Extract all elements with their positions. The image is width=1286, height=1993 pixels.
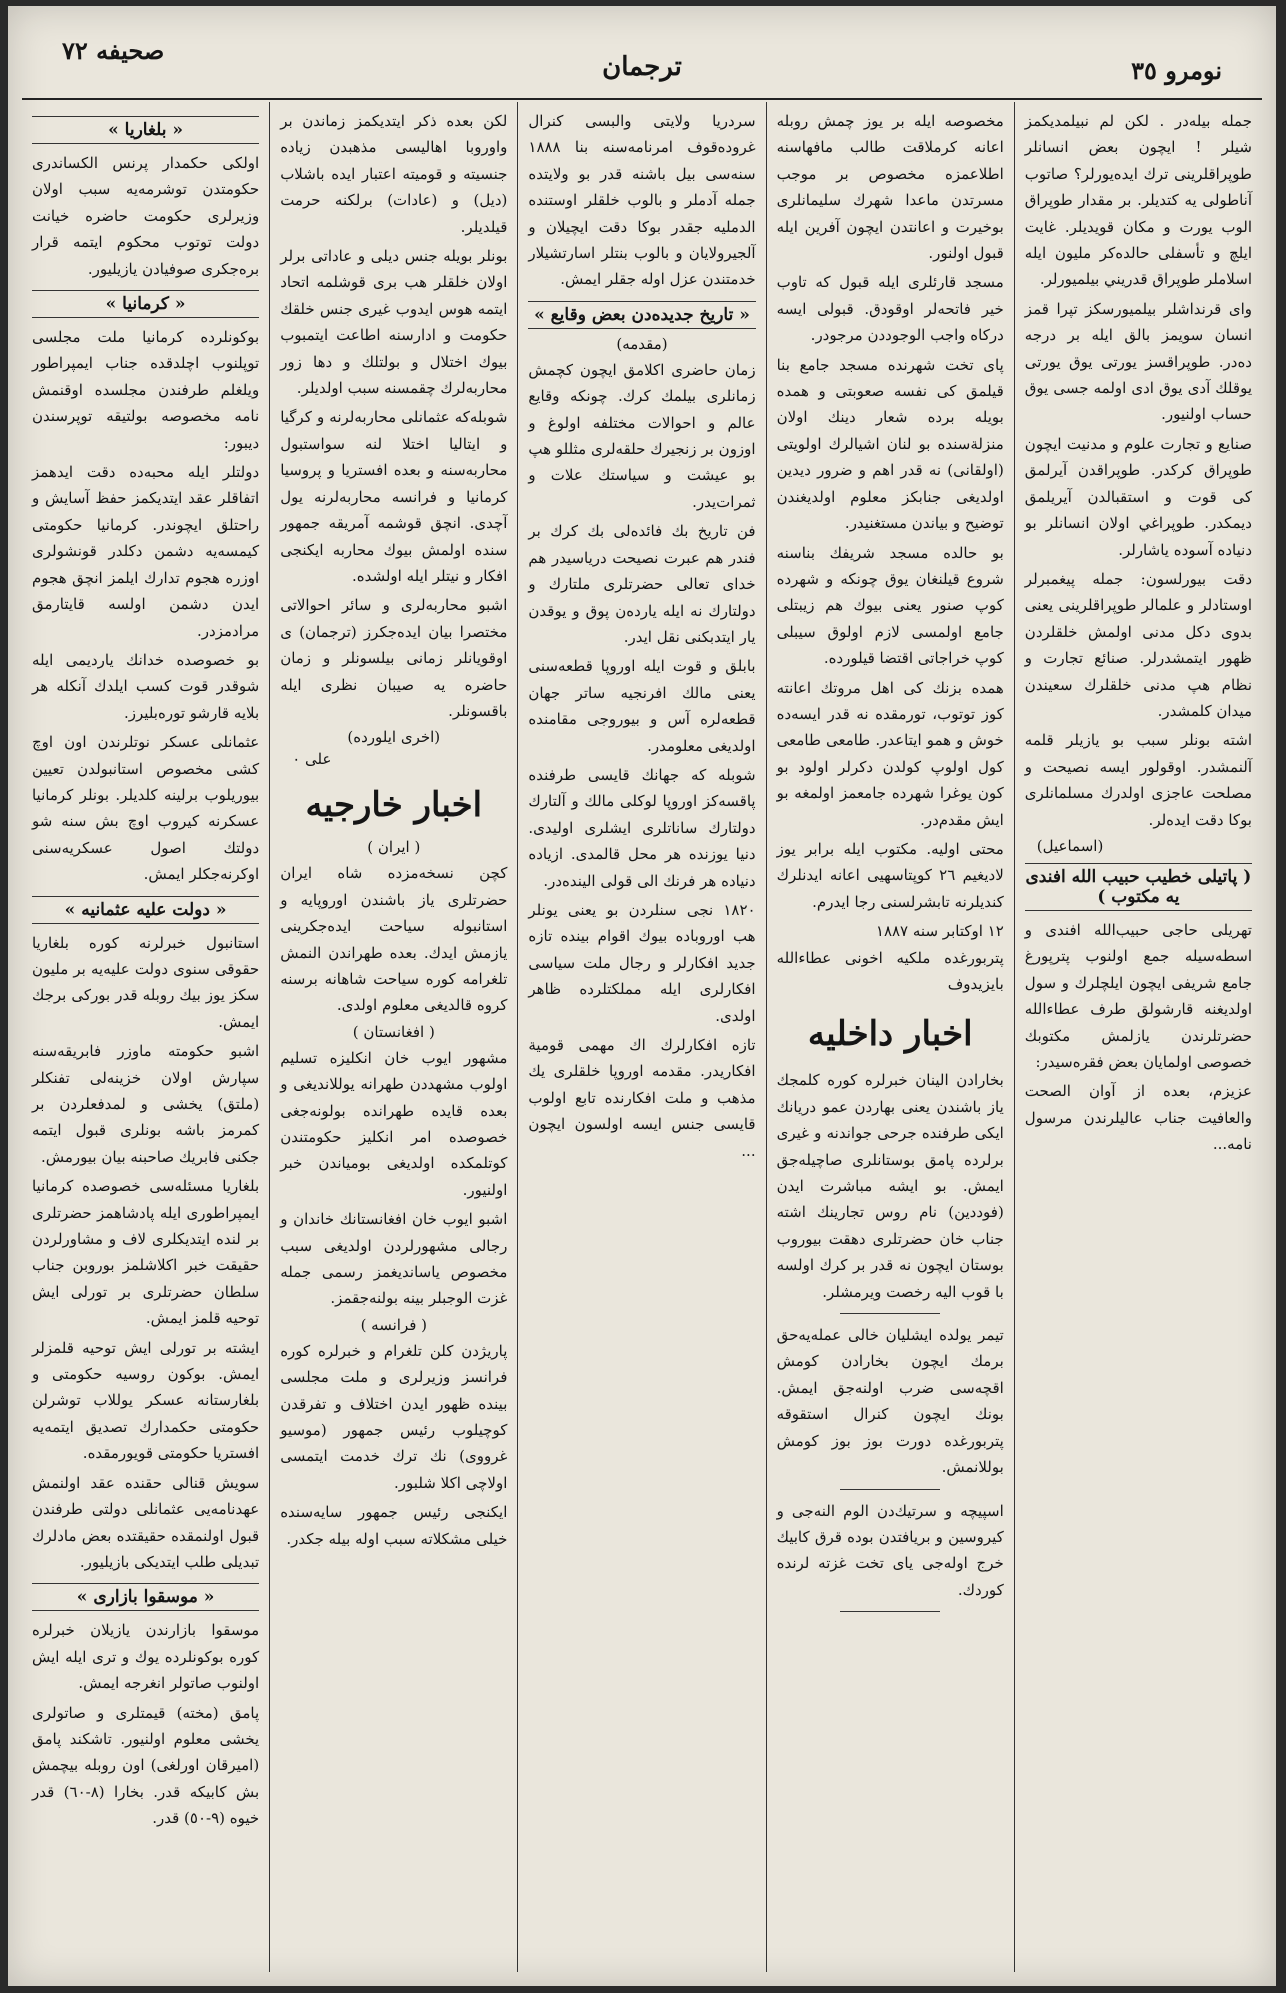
article-paragraph: سردريا ولايتى والبسى كنرال غروده‌قوف امرنامه‌سنه بنا ١٨٨٨ سنه‌سى بيل باشنه قدر بو ولايتده جمله آدملر و بالوب خلقلر اوستنده الدمليه جقدر بوكا دقت ايچيلان و آلجيرولايان و بالوب بنتلر اسارتشيلار خدمتندن عزل اوله جقلر ايمش. xyxy=(528,112,756,289)
section-heading: « كرمانيا » xyxy=(32,290,259,318)
signature: على ٠ xyxy=(292,750,332,769)
section-title: اخبار داخليه xyxy=(807,1014,973,1055)
article-paragraph: تهريلى حاجى حبيب‌الله افندى و اسطه‌سيله جمع اولنوب پترپورغ جامع شريفى ايچون ايلچلرك و سول اولديغنه قارشولق طرف عطاءالله حضرتلرندن يازلمش مكتوبك خصوصى اولمايان بعض فقره‌سيدر: xyxy=(1024,920,1252,1071)
section-subtitle: ( فرانسه ) xyxy=(360,1315,428,1334)
article-paragraph: بونلر بويله جنس ديلى و عاداتى برلر اولان خلقلر هب برى قوشلمه اتحاد ايتمه هوس ايدوب غيرى جنس خلقك حكومت و ادارسنه اطاعت ايتمبوب بيوك اختلال و بولتلك و دها زور محاربه‌لرك چقمسنه سبب اولديلر. xyxy=(280,247,508,398)
section-heading: « بلغاريا » xyxy=(32,116,259,144)
article-paragraph: عثمانلى عسكر نوتلرندن اون اوچ كشى مخصوص استانبولدن تعيين بيوريلوب برلينه كلديلر. بونلر كرمانيا عسكرنه كيروب اوچ بش سنه شو دولتك اصول عسكريه‌سنى اوكرنه‌جكلر ايمش. xyxy=(31,733,260,884)
separator-rule xyxy=(840,1611,940,1612)
section-heading: « موسقوا بازارى » xyxy=(32,1583,259,1611)
article-paragraph: ايكنجى رئيس جمهور سايه‌سنده خيلى مشكلاته سبب اوله بيله جكدر. xyxy=(280,1503,508,1548)
article-paragraph: اشته بونلر سبب بو يازيلر قلمه آلنمشدر. اوقولور ايسه نصيحت و مصلحت عاجزى اولدرك مسلمانلرى بوكا دقت ايده‌لر. xyxy=(1024,731,1252,829)
section-heading: ( پاتيلى خطيب حبيب الله افندى يه مكتوب ) xyxy=(1025,863,1252,911)
article-paragraph: ١٨٢٠ نجى سنلردن بو يعنى يونلر هب اوروباده بيوك اقوام بينده تازه جديد افكارلر و رجال ملت سياسى افكارلرى ايله مملكتلرده ظاهر اولدى. xyxy=(528,900,756,1025)
article-paragraph: اشبو ايوب خان افغانستانك خاندان و رجالى مشهورلردن اولديغى سبب مخصوص ياسانديغمز رسمى جمله غزت الوجبلر بينه بولنه‌جقمز. xyxy=(280,1210,508,1308)
column-5 xyxy=(22,102,269,1972)
article-paragraph: صنايع و تجارت علوم و مدنيت ايچون طوپراق كركدر. طوپراقدن آيرلمق كى قوت و استقبالدن آيريلمق ديمكدر. طوپراغي اولان انسانلر بو دنياده آسوده ياشارلر. xyxy=(1024,434,1252,559)
article-paragraph: بابلق و قوت ايله اوروپا قطعه‌سنى يعنى مالك افرنجيه ساتر جهان قطعه‌لره آس و بيوروجى مقامنده اولديغى معلومدر. xyxy=(528,657,756,755)
article-paragraph: بخارادن الينان خبرلره كوره كلمجك ياز باشندن يعنى بهاردن عمو دريانك ايكى طرفنده جرحى جواندنه و غيرى برلرده پامق بوستانلرى صاچيله‌جق ايمش. بو ايشه مباشرت ايدن (فوددين) نام روس تجارينك اشته جناب خان حضرتلرى دهقت بيوروب بوستان ايچون نه قدر بر كرك اولسه با قوب اليه رخصت ويرمشلر. xyxy=(776,1071,1004,1301)
article-paragraph: مسجد قارئلرى ايله قبول كه تاوب خير فاتحه‌لر اوقودق. قبولى ايسه دركاه واجب الوجوددن مرجودر. xyxy=(776,273,1004,345)
article-paragraph: تيمر يولده ايشليان خالى عمله‌يه‌حق برمك ايچون بخارادن كومش اقچه‌سى ضرب اولنه‌جق ايمش. بونك ايچون كنرال استقوقه پتربورغده دورت بوز بوز كومش بوللانمش. xyxy=(776,1326,1004,1477)
article-paragraph: ١٢ اوكتابر سنه ١٨٨٧ پتربورغده ملكيه اخونى عطاءالله بايزيدوف xyxy=(776,922,1004,993)
article-paragraph: واى قرنداشلر بيلميورسكز تپرا قمز انسان سويمز بالق ايله بر درجه ده‌در. طوپراقسز يورتى يوق يورتى يوقلك آدى يوق ادى اولمه جسى يوق حساب اولنيور. xyxy=(1024,299,1252,424)
article-paragraph: همده بزنك كى اهل مروتك اعانته كوز توتوب، تورمقده نه قدر ايسه‌ده خوش و همو ايتاعدر. طامعى طامعى كول اولوپ كولدن دكرلر اولود بو كون يوغرا شهرده جامعمز اولمغه بو ايش مقدم‌در. xyxy=(776,678,1004,829)
article-paragraph: پاريژدن كلن تلغرام و خبرلره كوره فرانسز وزيرلرى و ملت مجلسى بينده ظهور ايدن اختلاف و تفرقدن كوچيلوب رئيس جمهور (موسيو غرووى) نك ترك خدمت ايتمسى اولاچى اكلا شلبور. xyxy=(280,1341,508,1492)
article-paragraph: استانبول خبرلرنه كوره بلغاريا حقوقى سنوى دولت عليه‌يه بر مليون سكز يوز بيك روبله قدر بوركى برجك ايمش. xyxy=(31,933,260,1031)
article-paragraph: بو حالده مسجد شريفك بناسنه شروع قيلنغان يوق چونكه و شهرده كوپ صنور يعنى بيوك هم زيبتلى جامع اولمسى لازم اولوق سيبلى كوپ خراجاتى اقتضا قيلورده. xyxy=(776,543,1004,668)
article-paragraph: مخصوصه ايله بر يوز چمش روبله اعانه كرملاقت طالب مافهاسنه اطلاعمزه مخصوص بر موجب مسرتدن ماعدا شهرك سليمانلرى بوخيرت و اعانتدن ايچون آفرين ايله قبول اولنور. xyxy=(776,112,1004,263)
article-paragraph: ايشته بر تورلى ايش توحيه قلمزلر ايمش. بوكون روسيه حكومتى و بلغارستانه عسكر يوللاب توشرلن حكومتى حكمدارك تصديق ايتمه‌يه افستريا حكومتى قويورمقده. xyxy=(31,1338,260,1463)
newspaper-page xyxy=(8,6,1276,1986)
separator-rule xyxy=(840,1489,940,1490)
column-1 xyxy=(1014,102,1262,1972)
column-3 xyxy=(517,102,765,1972)
article-paragraph: سويش قنالى حقنده عقد اولنمش عهدنامه‌يى عثمانلى دولتى طرفندن قبول اولنمقده حقيقتده بعض مادلرك تبديلى طلب ايتديكى بازيليور. xyxy=(31,1473,260,1571)
article-paragraph: اسپيچه و سرتيك‌دن الوم النه‌جى و كيروسين و بريافتدن بوده قرق كابيك خرج اوله‌جى ياى تخت غزته لرنده كوردك. xyxy=(776,1501,1004,1599)
article-paragraph: پامق (مخته) قيمتلرى و صاتولرى يخشى معلوم اولنيور. تاشكند پامق (اميرقان اورلغى) اون روبله بيچمش بش كابيكه قدر. بخارا (٨-٦٠) قدر خيوه (٩-٥٠) قدر. xyxy=(31,1703,260,1828)
article-paragraph: بوكونلرده كرمانيا ملت مجلسى توپلنوب اچلدقده جناب ايمپراطور ويلغلم طرفندن مجلسده اوقنمش نامه مخصوصه بولتيقه توپرسندن ديبور: xyxy=(31,328,260,452)
article-paragraph: اشبو محاربه‌لرى و سائر احوالاتى مختصرا بيان ايده‌جكرز (ترجمان) ى اوقويانلر زمانى بيلسونلر و زمان حاضره يه صيبان نظرى ايله باقسونلر. xyxy=(280,596,508,720)
columns xyxy=(22,102,1262,1972)
article-paragraph: شوبله‌كه عثمانلى محاربه‌لرنه و كرگيا و ايتاليا اختلا لنه سواستبول محاربه‌سنه و بعده افستريا و پروسيا كرمانيا و فرانسه محاربه‌لرنه يول آچدى. انچق قوشمه آمريقه جمهور سنده اولمش بيوك محاربه ايكنجى افكار و نيتلر ايله اولشده. xyxy=(280,408,508,585)
article-paragraph: تازه افكارلرك اك مهمى قومية افكاريدر. مقدمه اوروپا خلقلرى يك مذهب و ملت افكارنده تابع اولوب قايسى جنس ايسه اولسون ايچون ... xyxy=(528,1036,756,1160)
section-heading: « تاريخ جديده‌دن بعض وقايع » xyxy=(528,301,755,329)
section-subtitle: ( افغانستان ) xyxy=(352,1022,435,1041)
article-paragraph: پاى تخت شهرنده مسجد جامع بنا قيلمق كى نفسه صعوبتى و همده بويله برده شعار دينك اولان منزلة‌سنده بو لنان اشيالرك اولويتى (اولقانى) نه قدر اهم و ضرور ديدين اولديغى جنابكز معلوم اولديغندن توضيح و بياندن مستغنيدر. xyxy=(776,355,1004,533)
article-paragraph: مشهور ايوب خان انكليزه تسليم اولوب مشهددن طهرانه يوللانديغى و بعده قايده طهرانده بولونه‌جغى خصوصده امر انكليز حكومتندن كوتلمكده اولديغى بومياندن خبر اولنيور. xyxy=(280,1048,508,1199)
article-paragraph: فن تاريخ بك فائده‌لى بك كرك بر فندر هم عبرت نصيحت درياسيدر هم خداى تعالى حضرتلرى ملتارك و دولتارك نه ايله يارده‌ن پوق و يوقدن يار ايتدبكنى نقل ايدر. xyxy=(528,522,756,646)
page-number: صحيفه ٧٢ xyxy=(62,36,165,65)
article-paragraph: عزيزم، بعده از آوان الصحت والعافيت جناب عاليلرندن مرسول نامه... xyxy=(1024,1082,1252,1154)
section-subtitle: ( ايران ) xyxy=(367,838,421,857)
section-subtitle: (اخرى ايلورده) xyxy=(347,728,441,747)
article-paragraph: زمان حاضرى اكلامق ايچون كچمش زمانلرى بيلمك كرك. چونكه وقايع عالم و احوالات مختلفه اولوغ و اوزون بر زنجيرك حلقه‌لرى مثللو هپ بو عيشت و سياستك علات و ثمرات‌يدر. xyxy=(528,360,756,511)
newspaper-title: ترجمان xyxy=(602,52,682,82)
column-2 xyxy=(766,102,1014,1972)
article-paragraph: محتى اوليه. مكتوب ايله برابر يوز لاديغيم ٢٦ كوپتاسهيى اعانه ايدنلرك كنديلرنه تابشرلسنى رجا ايدرم. xyxy=(776,839,1004,911)
article-paragraph: دقت بيورلسون: جمله پيغمبرلر اوستادلر و علمالر طوپراقلرينى يعنى بدوى دكل مدنى اولمش خلقلردن ظهور ايتمشدرلر. صنائع تجارت و نظام هپ مدنى خلقلرك سعيندن ميدان كلمشدر. xyxy=(1024,569,1252,720)
separator-rule xyxy=(840,1313,940,1314)
article-paragraph: بو خصوصده خدانك يارديمى ايله شوقدر قوت كسب ايلدك آنكله هر بلايه قارشو توره‌بليرز. xyxy=(31,650,260,722)
article-paragraph: شوبله كه جهانك قايسى طرفنده پاقسه‌كز اوروپا لوكلى مالك و آلتارك دولتارك ساناتلرى ايشلرى اوليدى. دنيا يوزنده هر محل قالمدى. ازياده دنياده هر فرنك الى قولى الينده‌در. xyxy=(528,765,756,890)
article-paragraph: كچن نسخه‌مزده شاه ايران حضرتلرى ياز باشندن اوروپايه و استانبوله سياحت ايده‌جكرينى يازمش ايدك. بعده طهراندن النمش تلغرامه كوره سياحت شاهانه برسنه كروه قالديغى معلوم اولدى. xyxy=(280,864,508,1015)
section-heading: « دولت عليه عثمانيه » xyxy=(32,896,259,924)
column-4 xyxy=(269,102,517,1972)
article-paragraph: بلغاريا مسئله‌سى خصوصده كرمانيا ايمپراطورى ايله پادشاهمز حضرتلرى بر لنده ايتديكلرى لاف و مشاورلردن حقيقت خبر اكلاشلمز بوروبن جناب سلطان حضرتلرى بر تورلى ايش توحيه قلمز ايمش. xyxy=(31,1177,260,1328)
signature: (اسماعيل) xyxy=(1036,836,1104,855)
article-paragraph: اولكى حكمدار پرنس الكساندرى حكومتدن توشرمه‌يه سبب اولان وزيرلرى حكومت حاضره خيانت دولت توتوب محكوم ايتمه قرار بره‌جكرى صوفيادن يازيليور. xyxy=(31,154,260,278)
section-subtitle: (مقدمه) xyxy=(616,334,668,353)
article-paragraph: دولتلر ايله محبه‌ده دقت ايدهمز اتفاقلر عقد ايتديكمز حفظ آسايش و راحتلق ايچوندر. كرمانيا حكومتى كيمسه‌يه دشمن دكلدر قونشولرى اوزره هجوم تدارك ايلمز انچق هجوم ايدن دشمن اولسه قايتارمق مرادمزدر. xyxy=(31,463,260,640)
masthead xyxy=(22,28,1262,100)
issue-number: نومرو ٣٥ xyxy=(1131,56,1222,85)
section-title: اخبار خارجيه xyxy=(305,785,483,826)
article-paragraph: اشبو حكومته ماوزر فابريقه‌سنه سپارش اولان خزينه‌لى تفنكلر (ملتق) يخشى و لمدفعلردن بر كمرمز باشه بونلرى قبول ايتمه جكنى فابريك صاحبنه بيان بيورمش. xyxy=(31,1042,260,1166)
article-paragraph: موسقوا بازارندن يازيلان خبرلره كوره بوكونلرده يوك و ترى ايله ايش اولنوب صاتولر انغرجه ايمش. xyxy=(31,1621,260,1693)
article-paragraph: لكن بعده ذكر ايتديكمز زماندن بر واوروبا اهاليسى مذهبدن زياده جنسيته و قوميته اعتبار ايده باشلاب (ديل) و (عادات) برلكنه حرمت قيلديلر. xyxy=(280,112,508,236)
article-paragraph: جمله بيله‌در . لكن لم نبيلمديكمز شيلر ! ايچون بعض انسانلر طوپراقلرينى ترك ايده‌يورلر؟ صاتوب آناطولى يه كتديلر. بر مقدار طوپراق الوب يورت و مكان قويديلر. غايت ايلچ و تأسفلى حالده‌كر مليون ايله اسلاملر طوپراق قدريني بيلميورلر. xyxy=(1024,112,1252,289)
